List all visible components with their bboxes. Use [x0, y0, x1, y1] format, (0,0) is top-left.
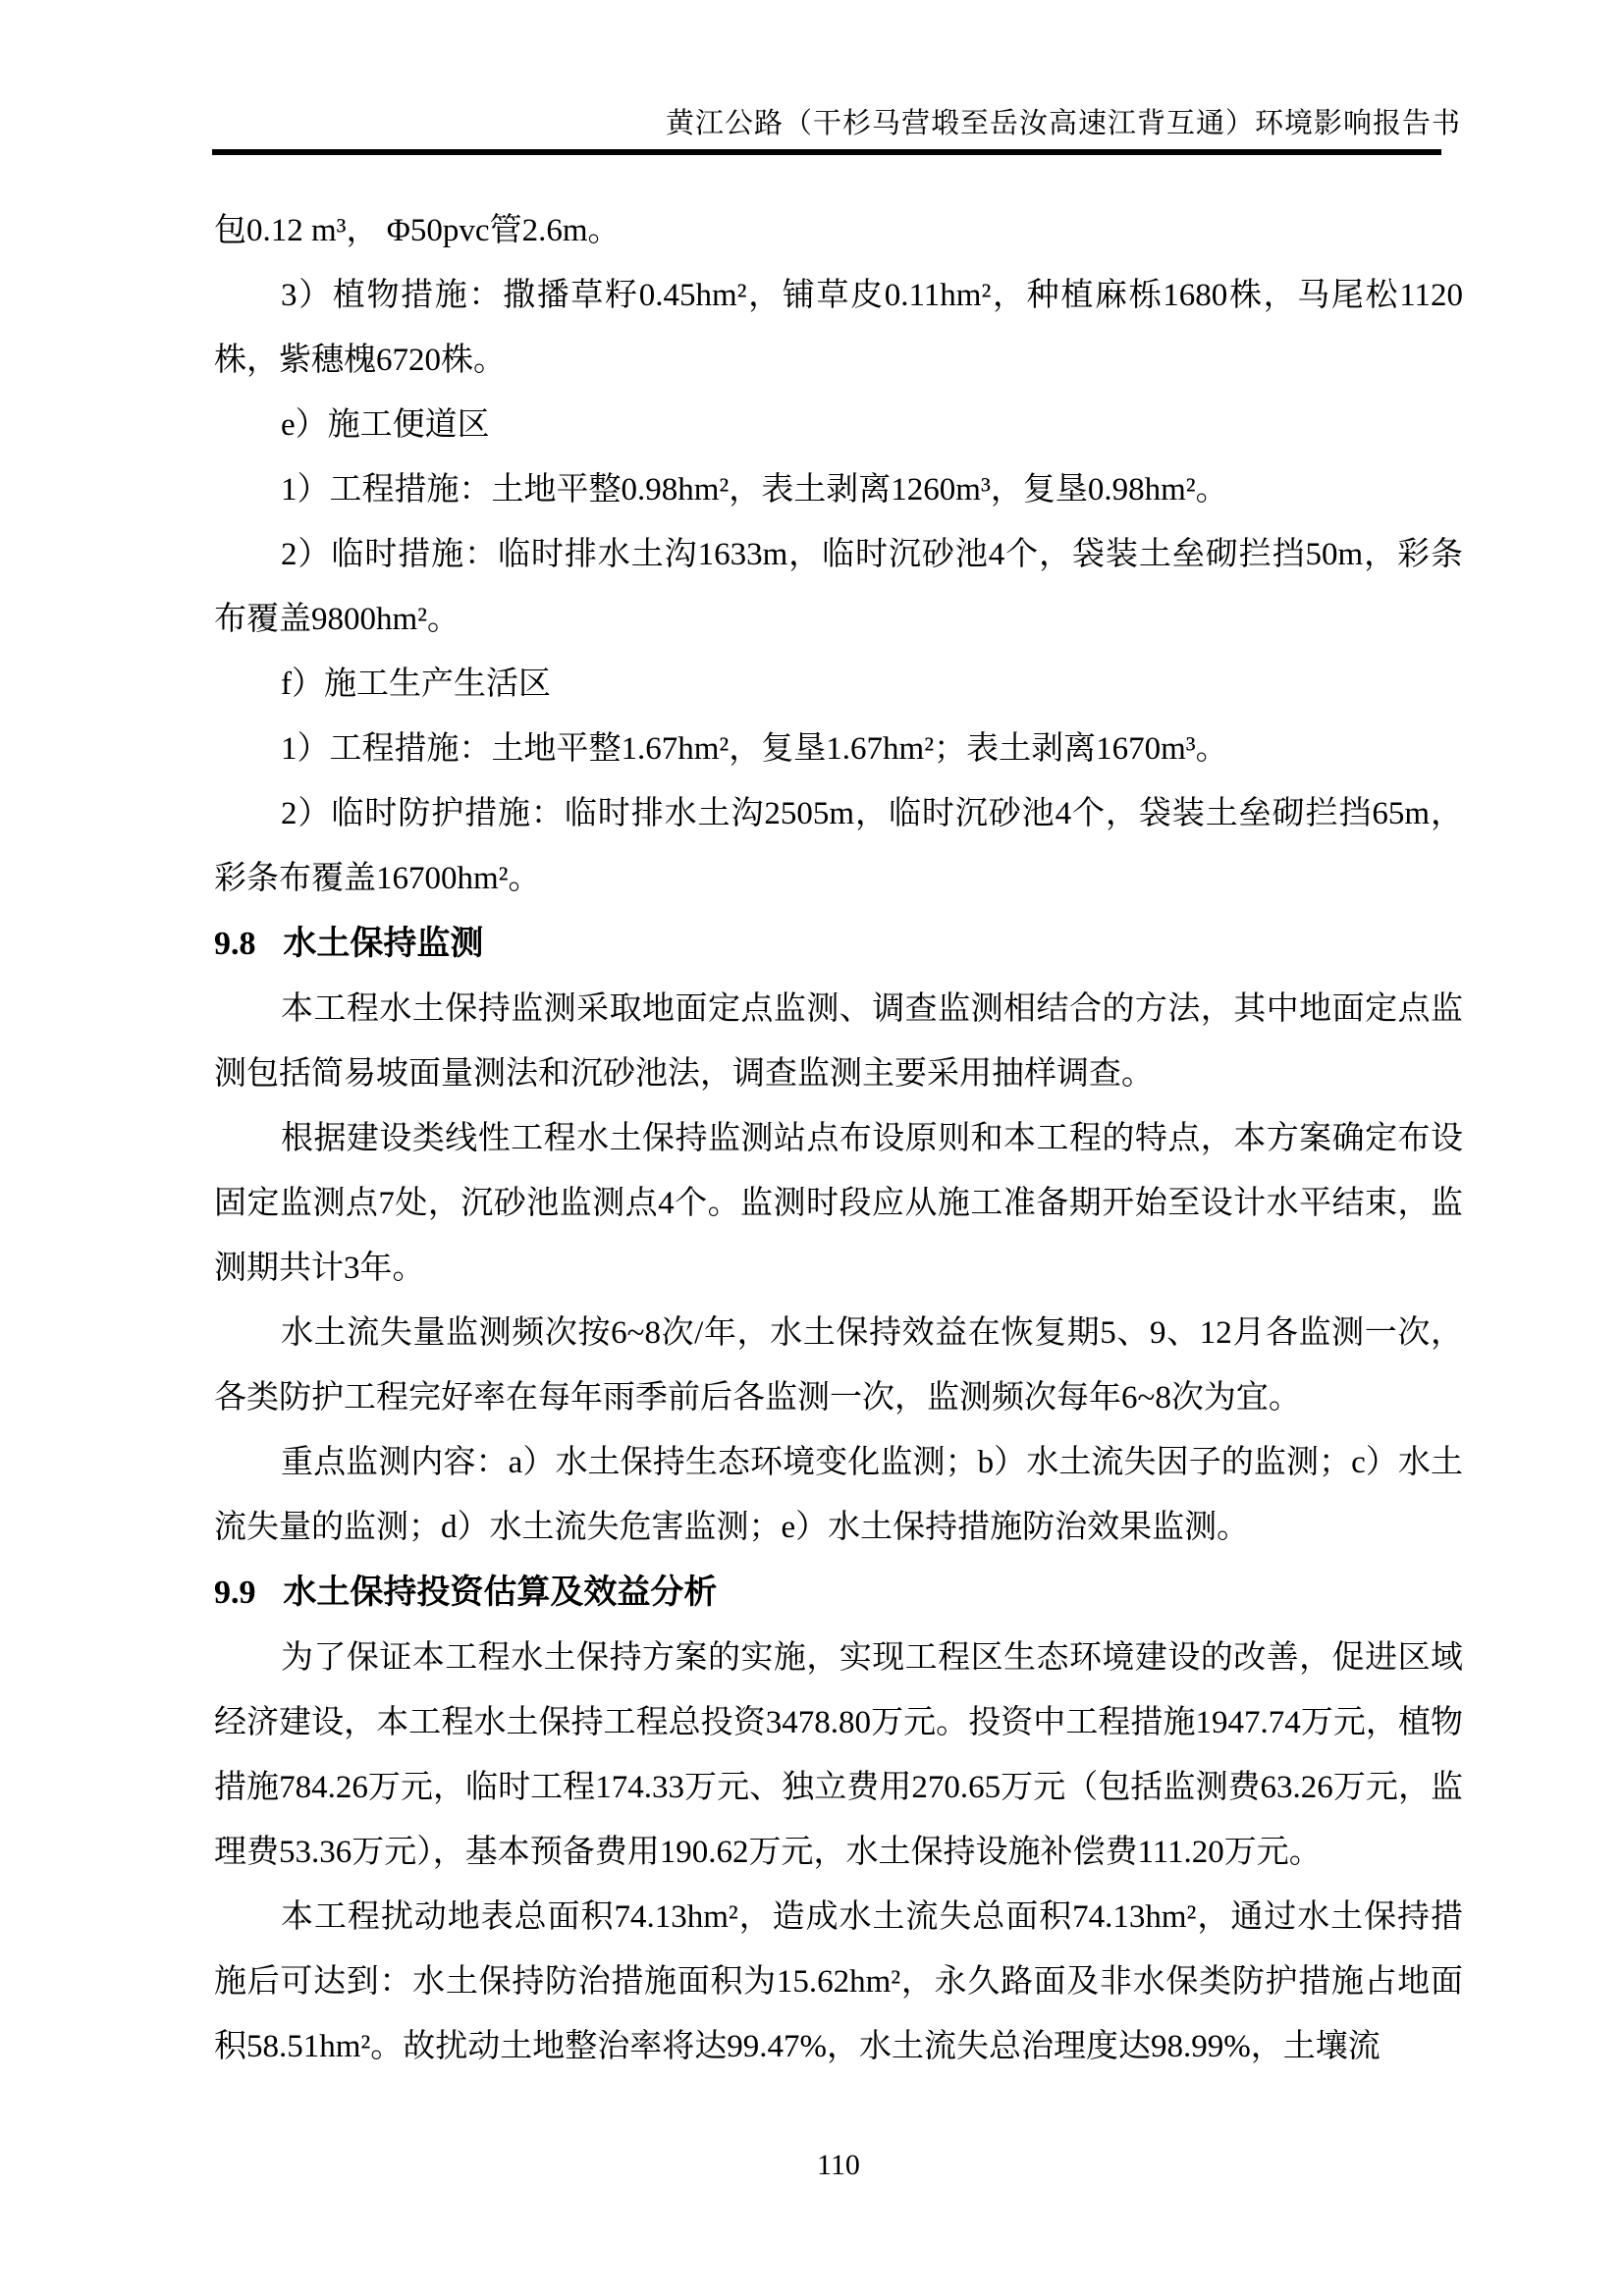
section-title: 水土保持投资估算及效益分析 [283, 1573, 718, 1612]
paragraph-monitoring-content: 重点监测内容：a）水土保持生态环境变化监测；b）水土流失因子的监测；c）水土流失量的监测；d）水土流失危害监测；e）水土保持措施防治效果监测。 [214, 1445, 1463, 1545]
paragraph-temporary-measures-e2: 2）临时措施：临时排水土沟1633m，临时沉砂池4个，袋装土垒砌拦挡50m，彩条布覆盖9800hm²。 [214, 537, 1463, 637]
section-heading-9-9 [214, 1560, 1463, 1626]
paragraph-engineering-measures-f1: 1）工程措施：土地平整1.67hm²，复垦1.67hm²；表土剥离1670m³。 [281, 731, 1228, 767]
paragraph-engineering-measures-e1: 1）工程措施：土地平整0.98hm²，表土剥离1260m³，复垦0.98hm²。 [281, 472, 1228, 507]
header-divider-rule [212, 149, 1441, 155]
section-number: 9.8 [214, 926, 256, 962]
paragraph-plant-measures: 3）植物措施：撒播草籽0.45hm²，铺草皮0.11hm²，种植麻栎1680株，马尾松1120株，紫穗槐6720株。 [214, 278, 1463, 378]
section-number: 9.9 [214, 1575, 256, 1611]
paragraph-investment-estimate: 为了保证本工程水土保持方案的实施，实现工程区生态环境建设的改善，促进区域经济建设，本工程水土保持工程总投资3478.80万元。投资中工程措施1947.74万元，植物措施784.26万元，临时工程174.33万元、独立费用270.65万元（包括监测费63.26万元，监理费53.36万元），基本预备费用190.62万元，水土保持设施补偿费111.20万元。 [214, 1640, 1463, 1870]
paragraph-temporary-protection-f2: 2）临时防护措施：临时排水土沟2505m，临时沉砂池4个，袋装土垒砌拦挡65m，彩条布覆盖16700hm²。 [214, 796, 1463, 896]
paragraph-continuation: 包0.12 m³， Φ50pvc管2.6m。 [214, 213, 621, 248]
section-heading-9-8 [214, 911, 1463, 977]
paragraph-monitoring-points: 根据建设类线性工程水土保持监测站点布设原则和本工程的特点，本方案确定布设固定监测点7处，沉砂池监测点4个。监测时段应从施工准备期开始至设计水平结束，监测期共计3年。 [214, 1121, 1463, 1286]
paragraph-item-e: e）施工便道区 [281, 407, 490, 443]
document-body [214, 198, 1463, 2079]
paragraph-item-f: f）施工生产生活区 [281, 667, 551, 702]
paragraph-disturbed-area: 本工程扰动地表总面积74.13hm²，造成水土流失总面积74.13hm²，通过水土保持措施后可达到：水土保持防治措施面积为15.62hm²，永久路面及非水保类防护措施占地面积58.51hm²。故扰动土地整治率将达99.47%，水土流失总治理度达98.99%，土壤流 [214, 1899, 1463, 2064]
page-number: 110 [817, 2149, 860, 2181]
paragraph-monitoring-frequency: 水土流失量监测频次按6~8次/年，水土保持效益在恢复期5、9、12月各监测一次，各类防护工程完好率在每年雨季前后各监测一次，监测频次每年6~8次为宜。 [214, 1315, 1463, 1415]
section-title: 水土保持监测 [283, 924, 484, 963]
page-header-title: 黄江公路（干杉马营塅至岳汝高速江背互通）环境影响报告书 [665, 108, 1461, 139]
paragraph-monitoring-method: 本工程水土保持监测采取地面定点监测、调查监测相结合的方法，其中地面定点监测包括简易坡面量测法和沉砂池法，调查监测主要采用抽样调查。 [214, 991, 1463, 1092]
